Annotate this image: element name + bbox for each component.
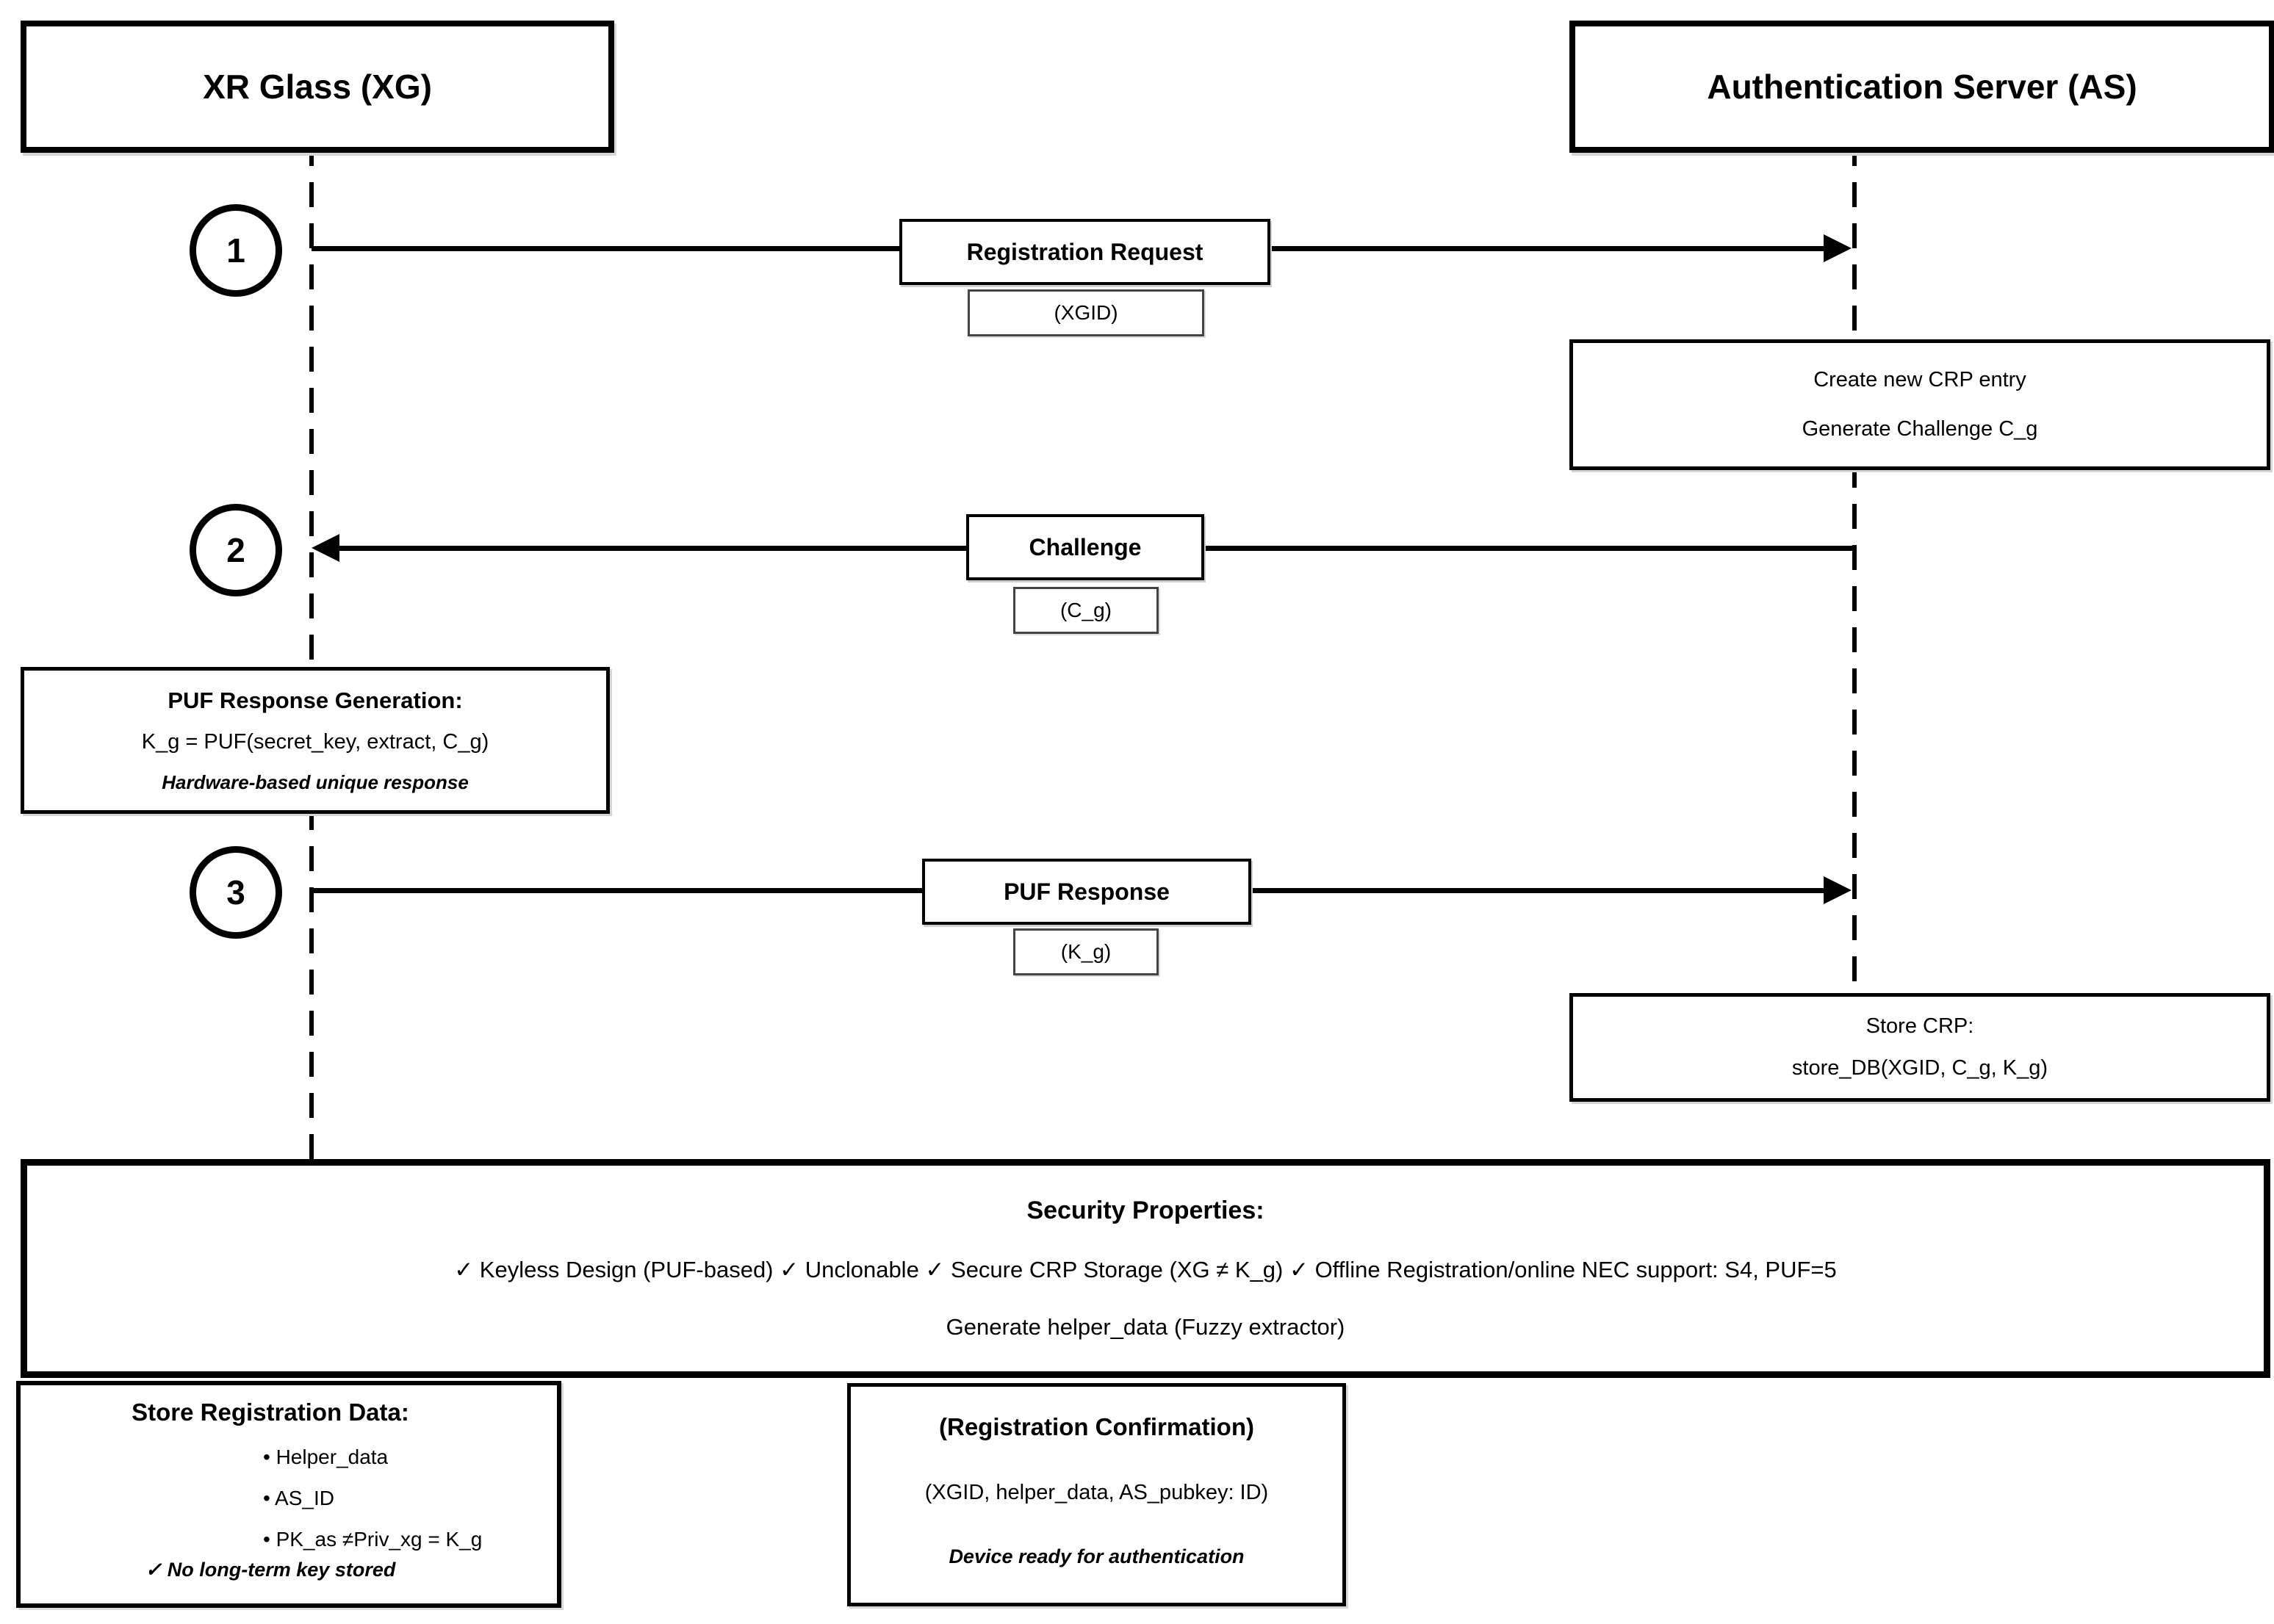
bullet-helper-data: • Helper_data [263,1446,389,1468]
registration-confirmation-params: (XGID, helper_data, AS_pubkey: ID) [924,1481,1269,1504]
message-3-label: PUF Response [1004,878,1170,905]
message-1-params-box [968,289,1204,336]
store-registration-data-title: Store Registration Data: [132,1399,409,1426]
note-create-crp [1569,339,2270,470]
message-1-arrowhead-icon [1824,234,1852,262]
step-3-circle [190,846,282,939]
message-2-label: Challenge [1029,533,1142,560]
step-2-circle [190,504,282,596]
message-2-params-box [1013,587,1159,634]
note-create-crp-line2: Generate Challenge C_g [1802,417,2038,441]
step-1-circle [190,204,282,297]
note-store-crp-line1: Store CRP: [1865,1014,1974,1038]
bullet-as-id: • AS_ID [263,1487,334,1509]
security-properties-line2: Generate helper_data (Fuzzy extractor) [946,1313,1345,1340]
as-lifeline-lower [1852,463,1857,993]
store-registration-data-box [16,1381,561,1608]
note-puf-generation [21,667,610,814]
note-puf-generation-formula: K_g = PUF(secret_key, extract, C_g) [141,730,489,754]
security-properties-box [21,1159,2270,1378]
message-1-params: (XGID) [1054,301,1118,324]
message-1-label-box [899,219,1270,285]
registration-confirmation-note: Device ready for authentication [949,1545,1245,1567]
note-puf-generation-note: Hardware-based unique response [162,771,469,793]
store-registration-data-note: ✓ No long-term key stored [145,1559,396,1581]
actor-auth-server-label: Authentication Server (AS) [1707,68,2137,106]
actor-auth-server [1569,21,2274,153]
message-2-arrowhead-icon [312,534,339,562]
registration-confirmation-box [847,1383,1346,1606]
security-properties-title: Security Properties: [1026,1197,1264,1225]
as-lifeline-upper [1852,141,1857,339]
message-3-params-box [1013,928,1159,975]
security-properties-line1: ✓ Keyless Design (PUF-based) ✓ Unclonable ✓ Secure CRP Storage (XG ≠ K_g) ✓ Offline Registration/online NEC support: S4, PUF=5 [454,1256,1837,1282]
registration-confirmation-title: (Registration Confirmation) [939,1413,1254,1440]
note-store-crp-line2: store_DB(XGID, C_g, K_g) [1791,1056,2048,1080]
message-2-label-box [966,514,1204,580]
message-1-label: Registration Request [966,238,1203,265]
xg-lifeline-upper [309,141,314,667]
step-2-number: 2 [226,531,245,569]
note-puf-generation-title: PUF Response Generation: [168,687,463,713]
step-1-number: 1 [226,231,245,270]
actor-xr-glass-label: XR Glass (XG) [203,68,432,106]
step-3-number: 3 [226,873,245,912]
message-3-params: (K_g) [1060,940,1112,963]
bullet-pk-as: • PK_as ≠Priv_xg = K_g [263,1528,483,1551]
note-create-crp-line1: Create new CRP entry [1813,368,2026,391]
note-store-crp [1569,993,2270,1102]
message-3-arrowhead-icon [1824,876,1852,904]
xg-lifeline-lower [309,805,314,1159]
message-3-label-box [922,859,1251,925]
actor-xr-glass [21,21,614,153]
message-2-params: (C_g) [1059,599,1112,621]
store-registration-data-bullets [263,1446,482,1569]
